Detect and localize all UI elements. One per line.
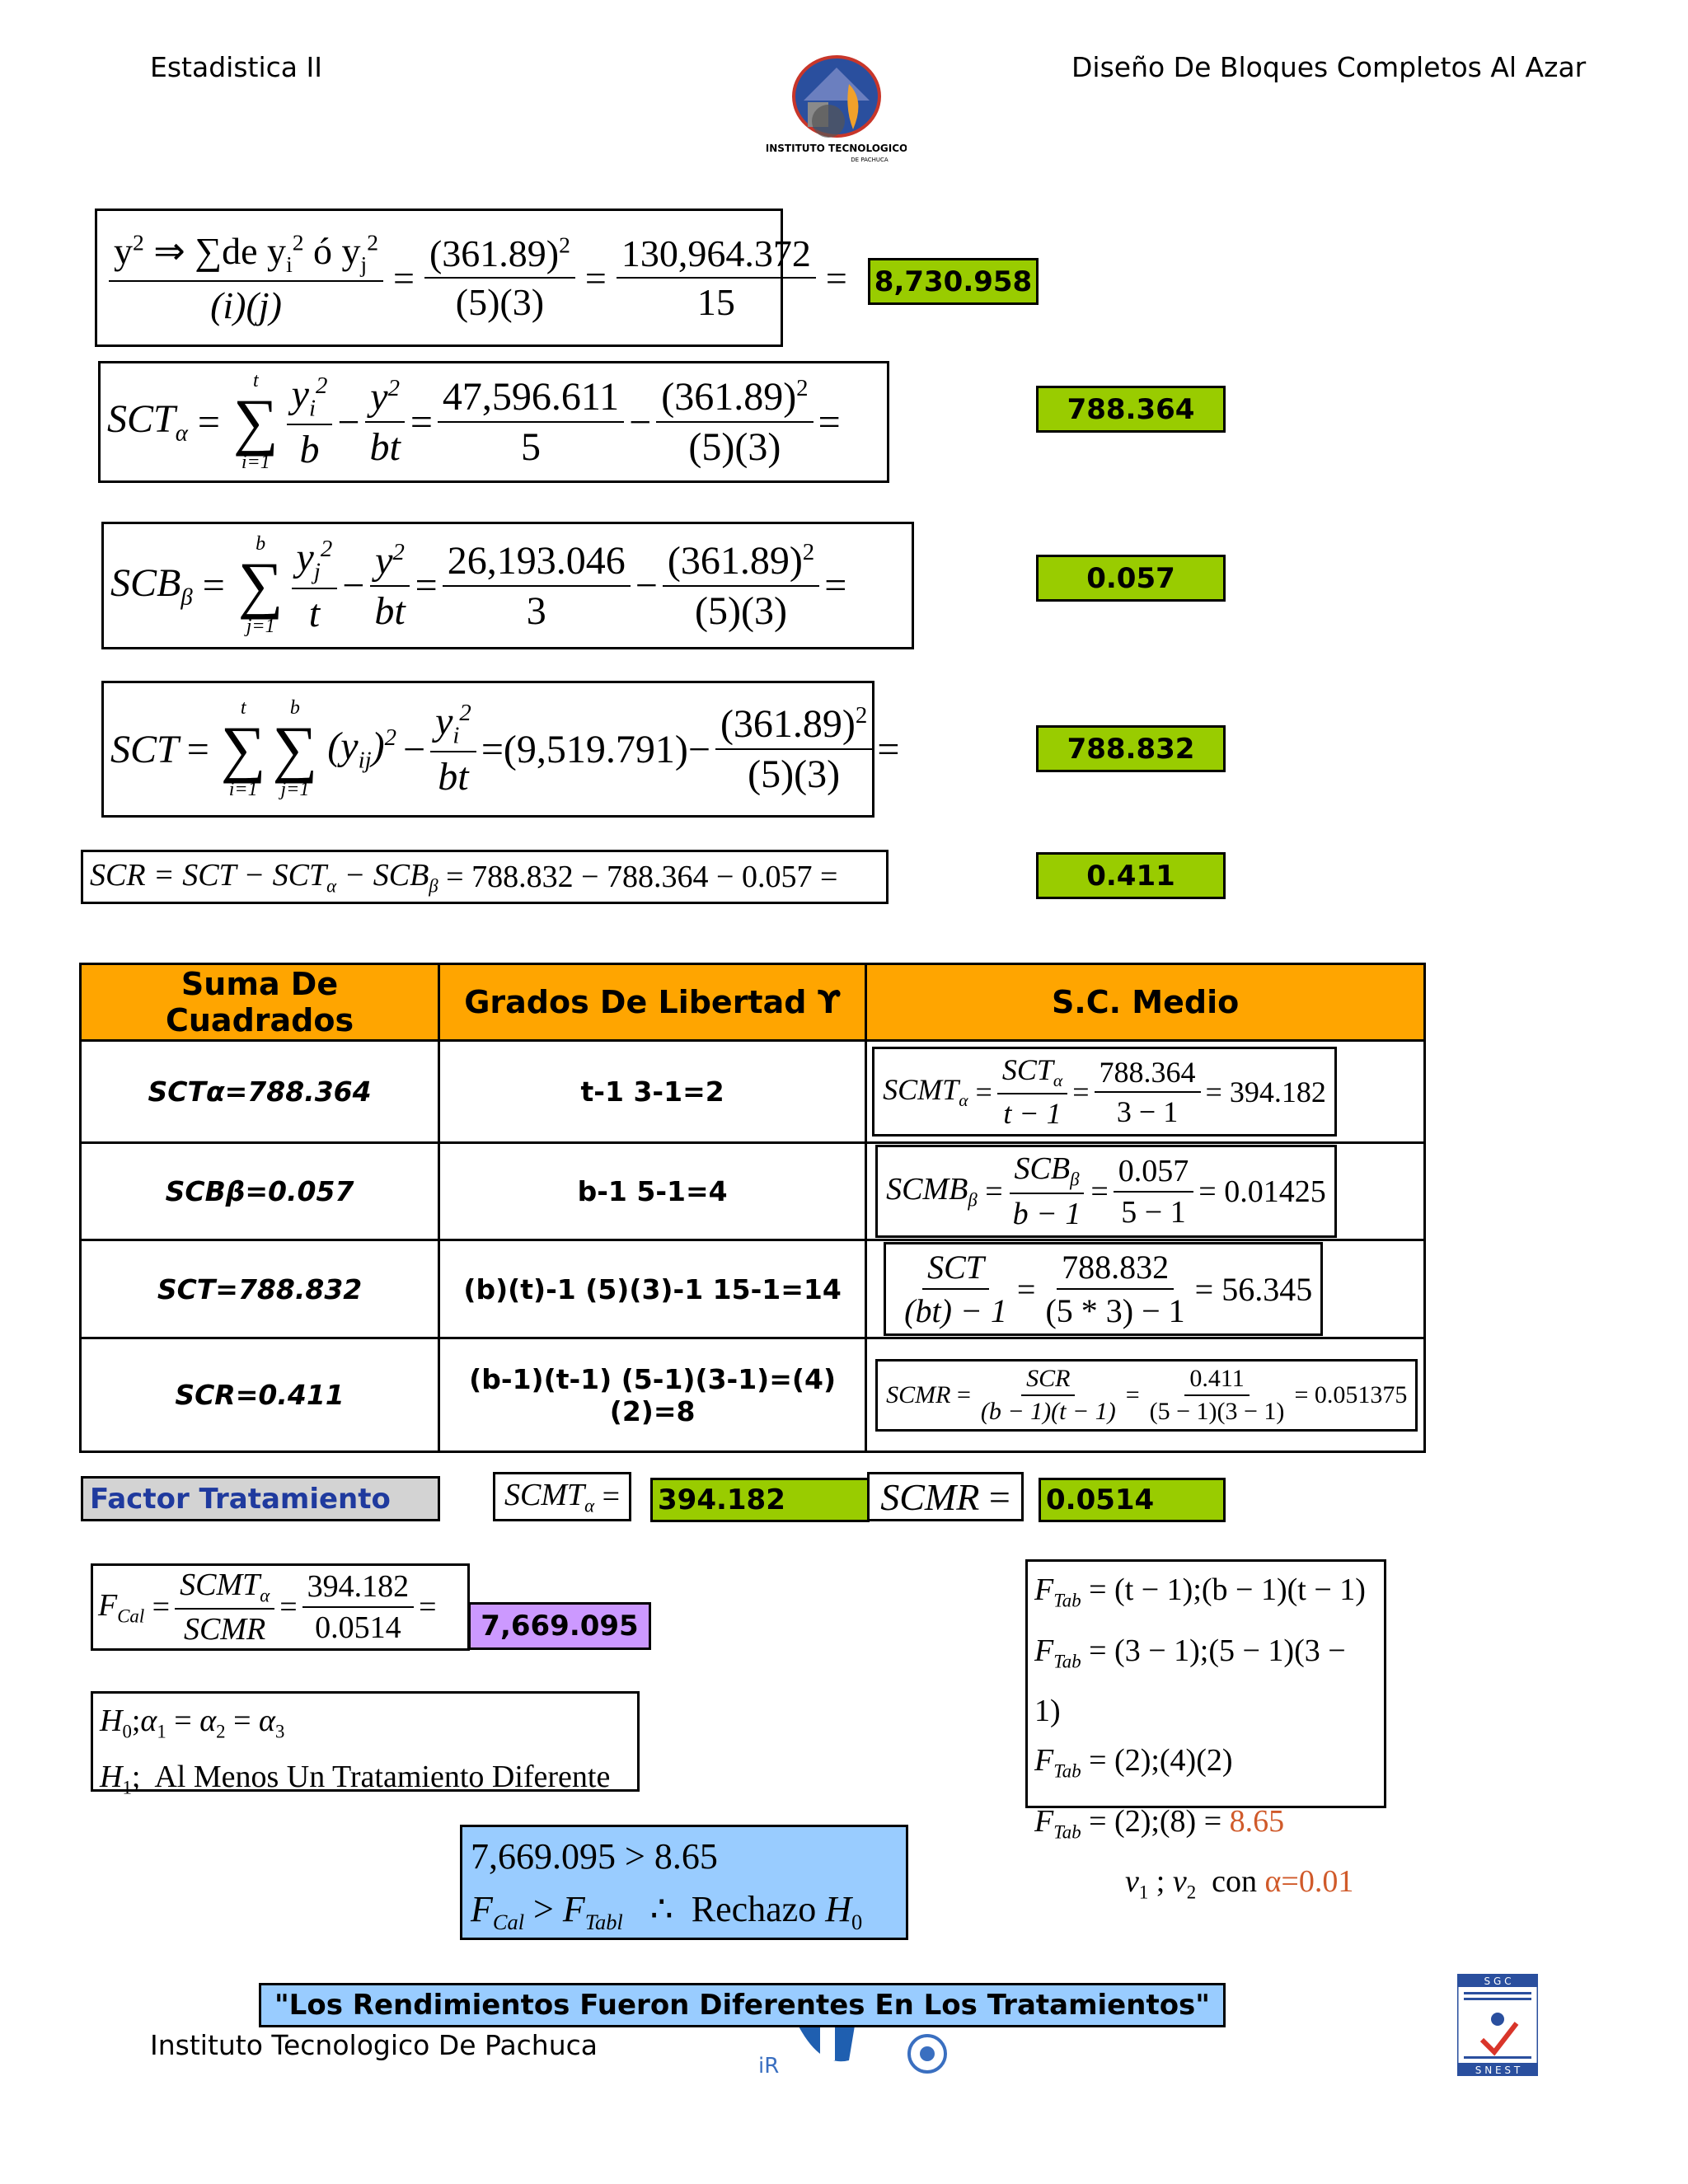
ftab-alpha: α=0.01 (1264, 1864, 1354, 1900)
medio-den: (5 * 3) − 1 (1045, 1292, 1185, 1329)
logo-text: INSTITUTO TECNOLOGICO (767, 143, 907, 154)
svg-text:S N E S T: S N E S T (1475, 2064, 1521, 2076)
scmr-value-text: 0.0514 (1046, 1483, 1155, 1516)
medio-result: = 394.182 (1205, 1075, 1326, 1108)
equation-sct: SCT = t ∑ i=1 b ∑ j=1 $(y_{ij})^2$ − $\frac{y_i^2}{bt}$ = (9,519.791) − $\frac{(361.89)^2}{(5)(3)}$ = (101, 681, 874, 818)
eq3-num1: 26,193.046 (443, 538, 631, 587)
header-left: Estadistica II (150, 51, 322, 83)
decision-line1: 7,669.095 > 8.65 (471, 1836, 718, 1877)
svg-text:iR: iR (758, 2054, 780, 2077)
anova-cell-medio: $SCMB_\beta$ = $\frac{SCB_\beta}{b - 1}$ = $\frac{0.057}{5 - 1}$ = 0.01425 (866, 1143, 1425, 1240)
anova-cell-sc: SCT=788.832 (81, 1240, 439, 1338)
factor-label (81, 1476, 440, 1521)
result-scr: 0.411 (1036, 852, 1226, 899)
factor-label-text: Factor Tratamiento (90, 1482, 391, 1516)
ftab-line: $F_{Tab} = (3$ − 1);(5 − 1)(3 − 1) (1034, 1633, 1346, 1729)
institute-logo (767, 51, 907, 171)
anova-cell-medio: SCMR = $\frac{\text{SCR}}{(b - 1)(t - 1)}$ = $\frac{0.411}{(5 - 1)(3 - 1)}$ = 0.051375 (866, 1338, 1425, 1452)
medio-result: = 0.051375 (1294, 1380, 1408, 1408)
equation-scb-beta: $SCB_\beta$ = b ∑ j=1 $\frac{y_j^2}{t}$ − $\frac{y^2}{bt}$ = $\frac{26,193.046}{3}$ − $\frac{(361.89)^2}{(5)(3)}$ = (101, 522, 914, 649)
anova-header-gl: Grados De Libertad ϒ (439, 964, 866, 1041)
decision-rechazo: Rechazo (691, 1889, 817, 1929)
anova-cell-gl: t-1 3-1=2 (439, 1041, 866, 1143)
anova-table (79, 963, 1426, 1453)
anova-header-row (81, 964, 1425, 1041)
hypotheses (91, 1691, 640, 1798)
conclusion-banner: "Los Rendimientos Fueron Diferentes En Los Tratamientos" (259, 1983, 1226, 2027)
anova-cell-sc: SCBβ=0.057 (81, 1143, 439, 1240)
eq2-den1: 5 (521, 425, 542, 469)
scmt-label: $SCMT_\alpha$ = (493, 1472, 631, 1521)
h1: $H_1$; Al Menos Un Tratamiento Diferente (100, 1759, 611, 1798)
eq1-den2: 15 (696, 281, 735, 323)
ftab-line-text: = (3 − 1);(5 − 1)(3 − 1) (1034, 1633, 1346, 1729)
anova-cell-gl: (b-1)(t-1) (5-1)(3-1)=(4)(2)=8 (439, 1338, 866, 1452)
eq3-den1: 3 (526, 588, 546, 633)
anova-header-medio: S.C. Medio (866, 964, 1425, 1041)
fcal-result: 7,669.095 (468, 1602, 651, 1650)
result-total-squared: 8,730.958 (868, 258, 1039, 305)
h1-text: Al Menos Un Tratamiento Diferente (154, 1759, 611, 1794)
ftab-con: con (1212, 1864, 1257, 1900)
decision-box (460, 1825, 908, 1940)
table-row (81, 1041, 1425, 1143)
eq4-num2: (361.89) (720, 702, 856, 746)
eq2-den2: (5)(3) (688, 425, 781, 469)
result-scb-beta: 0.057 (1036, 555, 1226, 602)
anova-header-sc: Suma De Cuadrados (81, 964, 439, 1041)
table-row (81, 1143, 1425, 1240)
medio-den: (5 − 1)(3 − 1) (1149, 1397, 1285, 1425)
result-sct: 788.832 (1036, 725, 1226, 772)
eq1-den1: (5)(3) (455, 281, 545, 323)
medio-den: 3 − 1 (1116, 1094, 1179, 1128)
anova-cell-medio: $SCMT_\alpha$ = $\frac{SCT_\alpha}{t - 1}$ = $\frac{788.364}{3 - 1}$ = 394.182 (866, 1041, 1425, 1143)
equation-sct-alpha: $SCT_\alpha$ = t ∑ i=1 $\frac{y_i^2}{b}$ − $\frac{y^2}{bt}$ = $\frac{47,596.611}{5}$ − $\frac{(361.89)^2}{(5)(3)}$ = (98, 361, 889, 483)
ftab-line: $F_{Tab}$ = (2);(4)(2) (1034, 1743, 1233, 1782)
eq2-num2: (361.89) (661, 375, 797, 419)
anova-cell-gl: (b)(t)-1 (5)(3)-1 15-1=14 (439, 1240, 866, 1338)
ftab-line-text: = (t − 1);(b − 1)(t − 1) (1089, 1572, 1366, 1607)
eq2-num1: 47,596.611 (438, 374, 624, 423)
medio-num: 0.057 (1114, 1153, 1194, 1193)
h0: $H_0;\alpha_1 = \alpha_2 = \alpha_3$ (100, 1704, 285, 1742)
medio-den: 5 − 1 (1121, 1194, 1186, 1230)
ftab-line-text: = (2);(8) = (1089, 1803, 1222, 1839)
anova-cell-sc: SCTα=788.364 (81, 1041, 439, 1143)
table-row (81, 1338, 1425, 1452)
ftab-equations (1025, 1559, 1386, 1903)
eq1-num2: 130,964.372 (617, 232, 816, 279)
result-sct-alpha: 788.364 (1036, 386, 1226, 433)
eq3-num2: (361.89) (667, 538, 803, 583)
eq4-den2: (5)(3) (748, 752, 841, 796)
anova-cell-gl: b-1 5-1=4 (439, 1143, 866, 1240)
equation-total-squared: $\frac{y^2 \Rightarrow \sum de y_i^2 ó y_j^2}{(i)(j)}$ = $\frac{(361.89)^2}{(5)(3)}$ = $\frac{130,964.372}{15}$ = (95, 209, 783, 347)
decision-line2: $F_{Cal} > F_{Tabl}$ ∴ Rechazo $H_0$ (471, 1889, 863, 1934)
ftab-value: 8.65 (1229, 1803, 1285, 1839)
ftab-line-text: = (2);(4)(2) (1089, 1743, 1233, 1779)
eq4-val: (9,519.791) (503, 727, 688, 771)
table-row (81, 1240, 1425, 1338)
anova-cell-medio: $\frac{\text{SCT}}{(bt) - 1}$ = $\frac{788.832}{(5 * 3) - 1}$ = 56.345 (866, 1240, 1425, 1338)
fcal-num: 394.182 (302, 1568, 415, 1608)
scmt-value (650, 1478, 870, 1522)
sgc-certification-logo (1457, 1974, 1538, 2076)
medio-num: 0.411 (1184, 1365, 1249, 1396)
footer-left: Instituto Tecnologico De Pachuca (150, 2029, 598, 2061)
anova-cell-sc: SCR=0.411 (81, 1338, 439, 1452)
medio-num: 788.364 (1095, 1055, 1201, 1093)
ftab-line: $F_{Tab} = (t$ − 1);(b − 1)(t − 1) (1034, 1572, 1366, 1611)
scmr-label: SCMR = (867, 1472, 1024, 1521)
eq3-den2: (5)(3) (695, 588, 787, 633)
fcal-equation: $F_{Cal}$ = $\frac{SCMT_\alpha}{\text{SCMR}}$ = $\frac{394.182}{0.0514}$ = (91, 1563, 470, 1651)
svg-text:S G C: S G C (1484, 1975, 1512, 1987)
scmr-value (1039, 1478, 1226, 1522)
medio-result: = 0.01425 (1198, 1174, 1326, 1209)
header-right: Diseño De Bloques Completos Al Azar (1071, 51, 1587, 83)
equation-scr: SCR = SCT − $SCT_\alpha - SCB_\beta$ = 788.832 − 788.364 − 0.057 = (81, 850, 889, 904)
eq5-text: = 788.832 − 788.364 − 0.057 = (446, 860, 838, 894)
ftab-line: $F_{Tab}$ = (2);(8) = 8.65 (1034, 1803, 1285, 1843)
eq1-num1: (361.89) (429, 232, 560, 274)
medio-num: 788.832 (1057, 1248, 1174, 1290)
logo-subtext: DE PACHUCA (851, 157, 889, 163)
medio-result: = 56.345 (1194, 1270, 1313, 1308)
ftab-dof: $v_1$ ; $v_2$ con α=0.01 (1125, 1864, 1354, 1903)
fcal-den: 0.0514 (315, 1610, 401, 1645)
scmt-value-text: 394.182 (658, 1483, 785, 1516)
